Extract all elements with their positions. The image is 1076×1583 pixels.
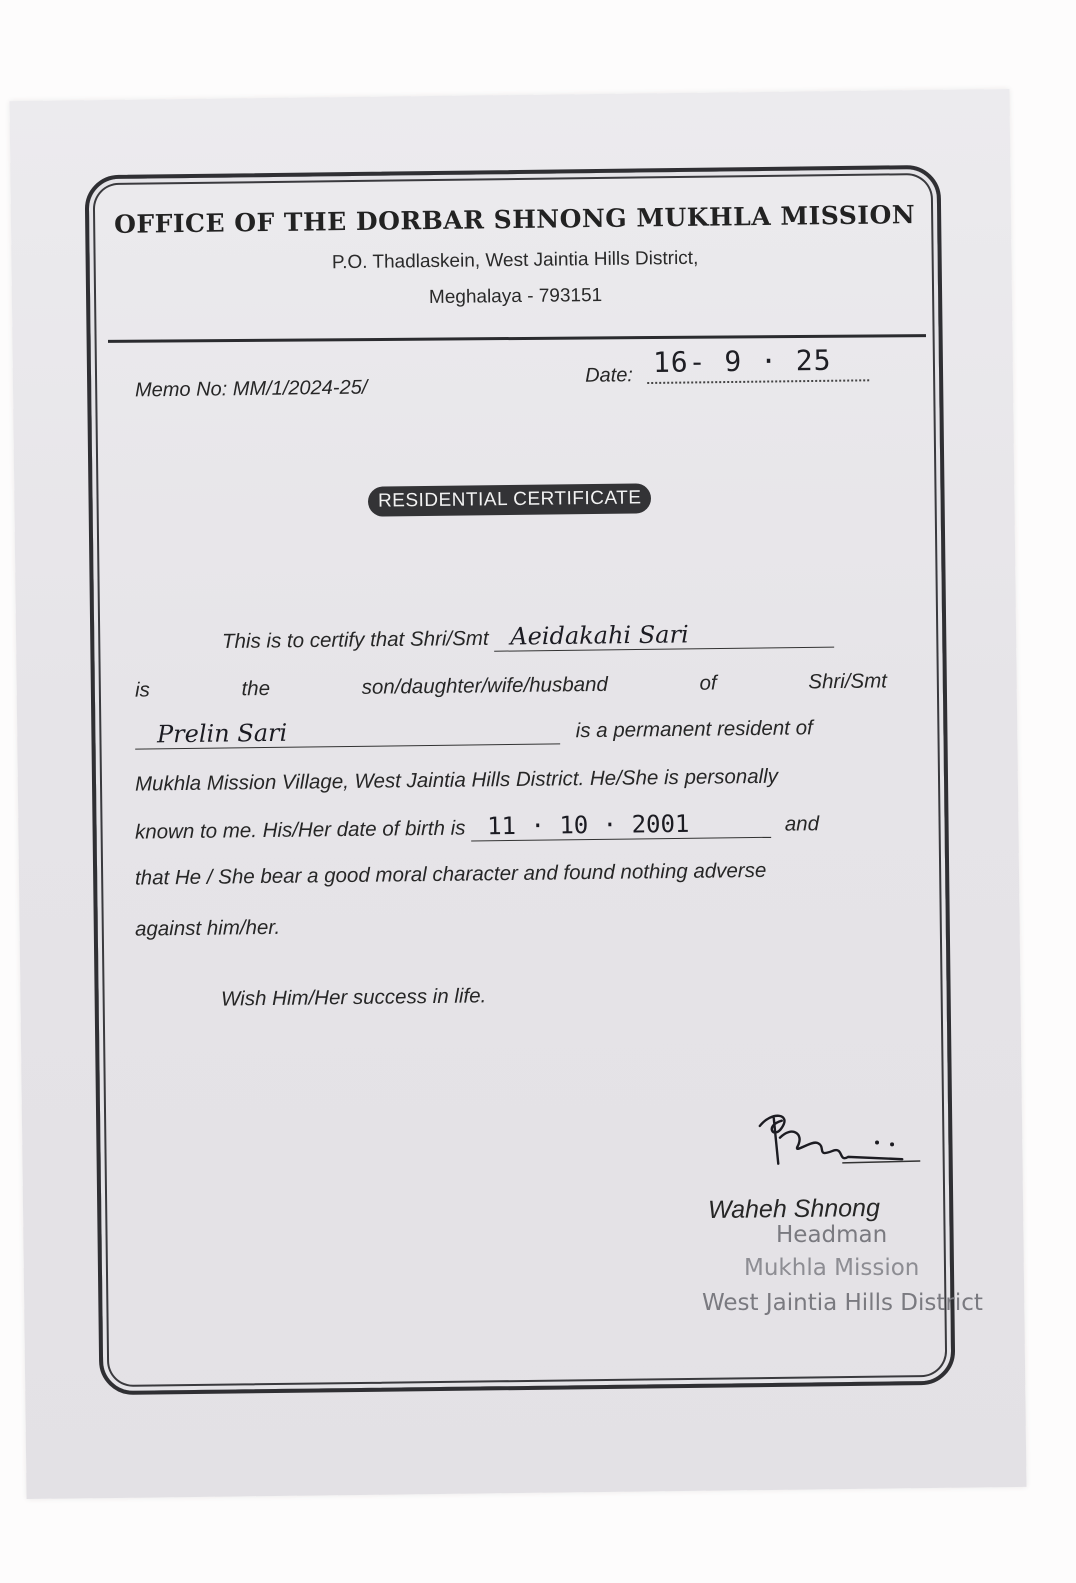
body-line-4: Mukhla Mission Village, West Jaintia Hills District. He/She is personally	[134, 764, 779, 796]
letterhead	[99, 190, 930, 313]
date-field	[585, 343, 875, 387]
memo-number: Memo No: MM/1/2024-25/	[134, 376, 368, 402]
signatory-title: Waheh Shnong	[707, 1193, 881, 1225]
parent-name: Prelin Sari	[156, 718, 288, 749]
body-line-6: that He / She bear a good moral character and found nothing adverse	[134, 858, 767, 890]
date-dotted-line	[647, 379, 869, 384]
word-relation: son/daughter/wife/husband	[361, 672, 609, 699]
dob-prefix: known to me. His/Her date of birth is	[134, 816, 466, 844]
date-label: Date:	[584, 364, 634, 387]
date-of-birth: 11 · 10 · 2001	[486, 809, 690, 841]
stamp-district: West Jaintia Hills District	[702, 1290, 983, 1316]
address-line-1: P.O. Thadlaskein, West Jaintia Hills District,	[331, 247, 699, 274]
word-the: the	[241, 676, 271, 701]
handwritten-signature	[752, 1104, 923, 1176]
word-shri-smt: Shri/Smt	[808, 669, 888, 694]
word-is: is	[134, 678, 150, 702]
dob-suffix: and	[784, 812, 820, 836]
holder-name: Aeidakahi Sari	[510, 620, 689, 651]
parent-name-field	[135, 715, 560, 749]
stamp-headman: Headman	[776, 1222, 888, 1248]
body-line-7: against him/her.	[134, 915, 281, 941]
address-line-2: Meghalaya - 793151	[428, 284, 603, 309]
certificate-title: RESIDENTIAL CERTIFICATE	[368, 483, 652, 516]
certify-prefix: This is to certify that Shri/Smt	[221, 626, 489, 654]
resident-text: is a permanent resident of	[575, 716, 813, 743]
stamp-mission: Mukhla Mission	[744, 1255, 920, 1281]
office-title: OFFICE OF THE DORBAR SHNONG MUKHLA MISSION	[113, 200, 916, 239]
date-value: 16- 9 · 25	[652, 343, 832, 379]
dob-field	[471, 809, 771, 842]
wish-line: Wish Him/Her success in life.	[220, 984, 487, 1011]
name-field	[494, 619, 834, 652]
word-of: of	[699, 671, 717, 695]
